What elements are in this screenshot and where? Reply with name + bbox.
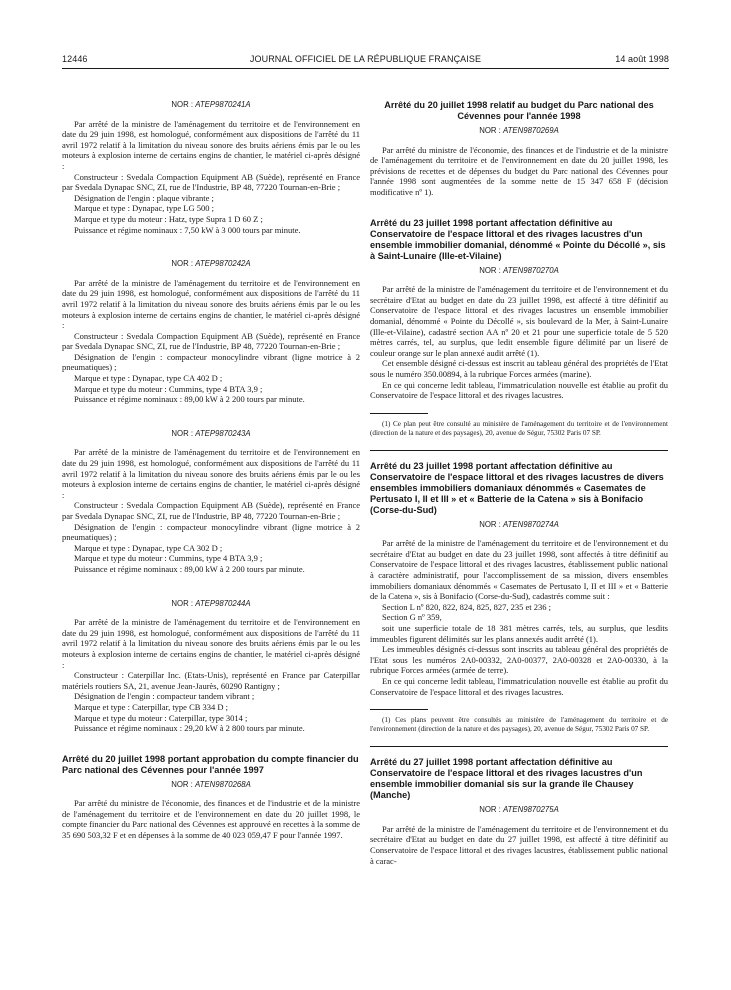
decree-title: Arrêté du 27 juillet 1998 portant affectation définitive au Conservatoire de l'espace littoral et des rivages lacustres d'un ensemble immobilier domanial sis sur la grande île Chausey (Manche) — [370, 757, 643, 801]
section-divider — [370, 450, 668, 451]
footnote: (1) Ces plans peuvent être consultés au ministère de l'aménagement du territoire et de l'environnement (direction de la nature et des paysages), 20, avenue de Ségur, 75302 Paris 07 SP. — [370, 716, 668, 734]
decree-text: Les immeubles désignés ci-dessus sont inscrits au tableau général des propriétés de l'Etat sous les numéros 2A0-00332, 2A0-00377, 2A0-00328 et 2A0-00330, à la rubrique Forces armées (armée de terre). — [370, 644, 668, 676]
manufacturer: Constructeur : Svedala Compaction Equipment AB (Suède), représenté en France par Svedala Dynapac SNC, ZI, rue de l'Industrie, BP 48, 77220 Tournan-en-Brie ; — [62, 330, 360, 352]
engine-brand-and-type: Marque et type du moteur : Hatz, type Supra 1 D 60 Z ; — [74, 213, 263, 224]
equipment-designation: Désignation de l'engin : compacteur monocylindre vibrant (ligne motrice à 2 pneumatiques) ; — [62, 351, 360, 373]
power-and-speed: Puissance et régime nominaux : 89,00 kW à 2 200 tours par minute. — [74, 394, 305, 405]
decision-block — [62, 100, 360, 235]
nor-reference: NOR : ATEN9870269A — [479, 126, 559, 135]
brand-and-type: Marque et type : Dynapac, type LG 500 ; — [74, 203, 214, 214]
decree-block — [62, 754, 360, 841]
left-column — [62, 100, 360, 841]
decree-title: Arrêté du 20 juillet 1998 relatif au budget du Parc national des Cévennes pour l'année 1998 — [384, 100, 654, 121]
engine-brand-and-type: Marque et type du moteur : Cummins, type 4 BTA 3,9 ; — [74, 553, 263, 564]
page-number: 12446 — [62, 54, 88, 64]
decree-text: soit une superficie totale de 18 381 mètres carrés, tels, au surplus, que lesdits immeubles figurent délimités sur les plans annexés audit arrêté (1). — [370, 623, 668, 644]
decree-block — [370, 757, 668, 866]
manufacturer: Constructeur : Svedala Compaction Equipment AB (Suède), représenté en France par Svedala Dynapac SNC, ZI, rue de l'Industrie, BP 48, 77220 Tournan-en-Brie ; — [62, 500, 360, 521]
cadastral-section: Section L nº 820, 822, 824, 825, 827, 235 et 236 ; — [382, 601, 552, 612]
section-divider — [370, 746, 668, 747]
decree-text: Cet ensemble désigné ci-dessus est inscrit au tableau général des propriétés de l'Etat sous le numéro 350.00894, à la rubrique Forces armées (marine). — [370, 358, 668, 379]
running-header — [62, 54, 669, 69]
nor-reference: NOR : ATEP9870241A — [171, 100, 251, 109]
decree-text: Par arrêté de la ministre de l'aménagement du territoire et de l'environnement et du secrétaire d'Etat au budget en date du 23 juillet 1998, est affecté à titre définitif au Conservatoire de l'espace littoral et des rivages lacustres un ensemble immobilier domanial, dénommé « Pointe du Décollé », sis boulevard de la Mer, à Saint-Lunaire (Ille-et-Vilaine), cadastré section AA nº 20 et 21 pour une superficie totale de 5 520 mètres carrés, tel, au surplus, que ledit ensemble figure délimité par un liseré de couleur orange sur le plan annexé audit arrêté (1). — [370, 284, 668, 358]
decree-title: Arrêté du 23 juillet 1998 portant affectation définitive au Conservatoire de l'espace littoral et des rivages lacustres de divers ensembles immobiliers domaniaux dénommés « Casemates de Pertusato I, II et III » et « Batterie de la Catena » sis à Bonifacio (Corse-du-Sud) — [370, 460, 664, 515]
decision-block — [62, 429, 360, 575]
decision-intro: Par arrêté de la ministre de l'aménagement du territoire et de l'environnement en date du 29 juin 1998, est homologué, conformément aux dispositions de l'arrêté du 11 avril 1972 relatif à la limitation du niveau sonore des bruits aériens émis par le ou les moteurs à explosion interne de certains engins de chantier, le matériel ci-après désigné : — [62, 118, 360, 171]
power-and-speed: Puissance et régime nominaux : 89,00 kW à 2 200 tours par minute. — [74, 563, 305, 574]
decree-block — [370, 218, 668, 451]
decree-text: Par arrêté du ministre de l'économie, des finances et de l'industrie et de la ministre de l'aménagement du territoire et de l'environnement en date du 20 juillet 1998, les prévisions de recettes et de dépenses du budget du Parc national des Cévennes pour l'année 1998 sont augmentées de la somme nette de 15 347 658 F (décision modificative nº 1). — [370, 144, 668, 197]
engine-brand-and-type: Marque et type du moteur : Cummins, type 4 BTA 3,9 ; — [74, 383, 263, 394]
nor-reference: NOR : ATEN9870274A — [479, 519, 559, 529]
decision-intro: Par arrêté de la ministre de l'aménagement du territoire et de l'environnement en date du 29 juin 1998, est homologué, conformément aux dispositions de l'arrêté du 11 avril 1972 relatif à la limitation du niveau sonore des bruits aériens émis par le ou les moteurs à explosion interne de certains engins de chantier, le matériel ci-après désigné : — [62, 447, 360, 500]
power-and-speed: Puissance et régime nominaux : 7,50 kW à 3 000 tours par minute. — [74, 224, 301, 235]
nor-reference: NOR : ATEN9870268A — [171, 779, 251, 789]
cadastral-section: Section G nº 359, — [382, 612, 442, 623]
nor-reference: NOR : ATEP9870244A — [171, 598, 251, 608]
brand-and-type: Marque et type : Caterpillar, type CB 334 D ; — [74, 701, 229, 712]
manufacturer: Constructeur : Caterpillar Inc. (Etats-Unis), représenté en France par Caterpillar matériels routiers SA, 21, avenue Jean-Jaurès, 60290 Rantigny ; — [62, 670, 360, 691]
manufacturer: Constructeur : Svedala Compaction Equipment AB (Suède), représenté en France par Svedala Dynapac SNC, ZI, rue de l'Industrie, BP 48, 77220 Tournan-en-Brie ; — [62, 171, 360, 193]
right-column — [370, 100, 668, 866]
footnote-divider — [370, 709, 428, 710]
decision-intro: Par arrêté de la ministre de l'aménagement du territoire et de l'environnement en date du 29 juin 1998, est homologué, conformément aux dispositions de l'arrêté du 11 avril 1972 relatif à la limitation du niveau sonore des bruits aériens émis par le ou les moteurs à explosion interne de certains engins de chantier, le matériel ci-après désigné : — [62, 277, 360, 331]
nor-reference: NOR : ATEP9870243A — [171, 428, 251, 438]
nor-reference: NOR : ATEN9870270A — [479, 265, 559, 275]
footnote: (1) Ce plan peut être consulté au ministère de l'aménagement du territoire et de l'environnement (direction de la nature et des paysages), 20, avenue de Ségur, 75302 Paris 07 SP. — [370, 419, 668, 437]
equipment-designation: Désignation de l'engin : plaque vibrante ; — [74, 192, 214, 203]
nor-reference: NOR : ATEP9870242A — [171, 259, 251, 269]
brand-and-type: Marque et type : Dynapac, type CA 402 D ; — [74, 373, 223, 384]
decree-text: Par arrêté de la ministre de l'aménagement du territoire et de l'environnement et du secrétaire d'Etat au budget en date du 23 juillet 1998, sont affectés à titre définitif au Conservatoire de l'espace littoral et des rivages lacustres, établissement public national à caractère administratif, pour l'accomplissement de sa mission, divers ensembles immobiliers domaniaux dénommés « Casemates de Pertusato I, II et III » et « Batterie de la Catena », sis à Bonifacio (Corse-du-Sud), cadastrés comme suit : — [370, 538, 668, 602]
decree-text: Par arrêté de la ministre de l'aménagement du territoire et de l'environnement et du secrétaire d'Etat au budget en date du 27 juillet 1998, est affecté à titre définitif au Conservatoire de l'espace littoral et des rivages lacustres, établissement public national à carac- — [370, 823, 668, 866]
journal-title: JOURNAL OFFICIEL DE LA RÉPUBLIQUE FRANÇAISE — [249, 54, 482, 64]
decision-intro: Par arrêté de la ministre de l'aménagement du territoire et de l'environnement en date du 29 juin 1998, est homologué, conformément aux dispositions de l'arrêté du 11 avril 1972 relatif à la limitation du niveau sonore des bruits aériens émis par le ou les moteurs à explosion interne de certains engins de chantier, le matériel ci-après désigné : — [62, 617, 360, 670]
decree-text: Par arrêté du ministre de l'économie, des finances et de l'industrie et de la ministre de l'aménagement du territoire et de l'environnement en date du 20 juillet 1998, le compte financier du Parc national des Cévennes est approuvé en recettes à la somme de 35 690 503,32 F et en dépenses à la somme de 40 023 059,47 F pour l'année 1997. — [62, 798, 360, 841]
equipment-designation: Désignation de l'engin : compacteur tandem vibrant ; — [74, 691, 255, 702]
brand-and-type: Marque et type : Dynapac, type CA 302 D ; — [74, 542, 223, 553]
footnote-divider — [370, 413, 428, 414]
equipment-designation: Désignation de l'engin : compacteur monocylindre vibrant (ligne motrice à 2 pneumatiques) ; — [62, 521, 360, 543]
power-and-speed: Puissance et régime nominaux : 29,20 kW à 2 800 tours par minute. — [74, 723, 305, 734]
decree-title: Arrêté du 20 juillet 1998 portant approbation du compte financier du Parc national des Cévennes pour l'année 1997 — [62, 753, 359, 775]
decision-block — [62, 259, 360, 405]
decree-text: En ce qui concerne ledit tableau, l'immatriculation nouvelle est établie au profit du Conservatoire de l'espace littoral et des rivages lacustres. — [370, 676, 668, 697]
decree-title: Arrêté du 23 juillet 1998 portant affectation définitive au Conservatoire de l'espace littoral et des rivages lacustres d'un ensemble immobilier domanial, dénommé « Pointe du Décollé », sis à Saint-Lunaire (Ille-et-Vilaine) — [370, 217, 666, 261]
decision-block — [62, 599, 360, 734]
engine-brand-and-type: Marque et type du moteur : Caterpillar, type 3014 ; — [74, 712, 248, 723]
decree-block — [370, 100, 668, 198]
issue-date: 14 août 1998 — [615, 54, 669, 64]
decree-text: En ce qui concerne ledit tableau, l'immatriculation nouvelle est établie au profit du Conservatoire de l'espace littoral et des rivages lacustres. — [370, 379, 668, 401]
nor-reference: NOR : ATEN9870275A — [479, 805, 559, 815]
decree-block — [370, 461, 668, 748]
